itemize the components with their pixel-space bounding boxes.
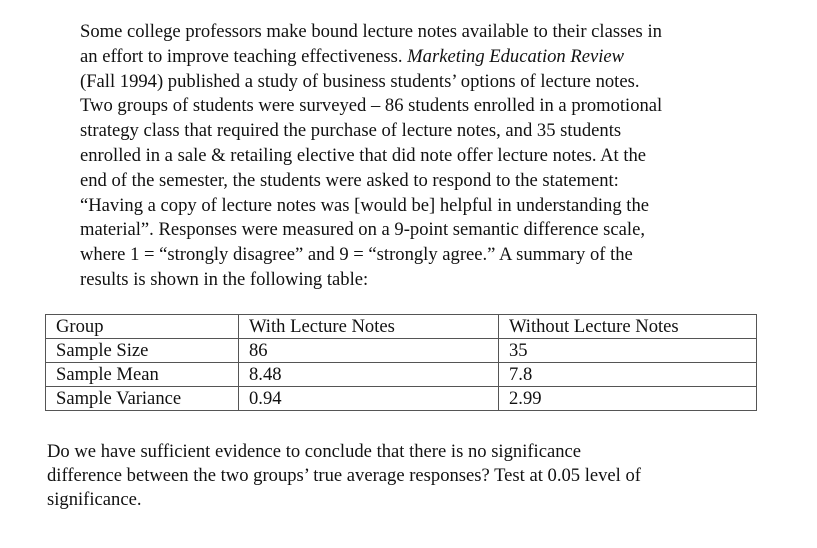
text: an effort to improve teaching effectiveness. [80, 45, 408, 67]
intro-line [80, 94, 662, 119]
table-cell: 0.94 [239, 387, 499, 411]
table-cell: 86 [239, 339, 499, 363]
intro-line [80, 70, 662, 95]
intro-line [80, 45, 662, 70]
table-row [46, 315, 757, 339]
intro-line [80, 218, 662, 243]
intro-line [80, 169, 662, 194]
question-paragraph [47, 440, 641, 512]
text: Two groups of students were surveyed – 86 students enrolled in a promotional [80, 95, 663, 117]
table-cell: Without Lecture Notes [499, 315, 757, 339]
text: (Fall 1994) published a study of business students’ options of lecture notes. [80, 70, 640, 92]
table-row [46, 339, 757, 363]
table-row [46, 387, 757, 411]
intro-line [80, 20, 662, 45]
table-cell: 7.8 [499, 363, 757, 387]
table-cell: 35 [499, 339, 757, 363]
intro-line [80, 119, 662, 144]
text: where 1 = “strongly disagree” and 9 = “strongly agree.” A summary of the [80, 244, 633, 266]
text: “Having a copy of lecture notes was [would be] helpful in understanding the [80, 194, 650, 216]
intro-line [80, 194, 662, 219]
question-line: significance. [47, 489, 142, 510]
summary-table [45, 314, 757, 411]
intro-line [80, 268, 662, 293]
text: end of the semester, the students were asked to respond to the statement: [80, 169, 619, 191]
table-row [46, 363, 757, 387]
intro-paragraph [80, 20, 662, 293]
text: enrolled in a sale & retailing elective that did note offer lecture notes. At the [80, 144, 647, 166]
question-line: Do we have sufficient evidence to conclude that there is no significance [47, 441, 582, 462]
table-cell: 2.99 [499, 387, 757, 411]
table-cell: Group [46, 315, 239, 339]
intro-line [80, 144, 662, 169]
table-cell: Sample Variance [46, 387, 239, 411]
text: strategy class that required the purchase of lecture notes, and 35 students [80, 120, 622, 142]
text: results is shown in the following table: [80, 268, 369, 290]
text: material”. Responses were measured on a 9-point semantic difference scale, [80, 219, 645, 241]
text: Some college professors make bound lecture notes available to their classes in [80, 21, 662, 42]
table-cell: With Lecture Notes [239, 315, 499, 339]
table-cell: 8.48 [239, 363, 499, 387]
table-cell: Sample Mean [46, 363, 239, 387]
table-cell: Sample Size [46, 339, 239, 363]
question-line: difference between the two groups’ true average responses? Test at 0.05 level of [47, 465, 641, 486]
journal-title: Marketing Education Review [407, 45, 625, 67]
intro-line [80, 243, 662, 268]
